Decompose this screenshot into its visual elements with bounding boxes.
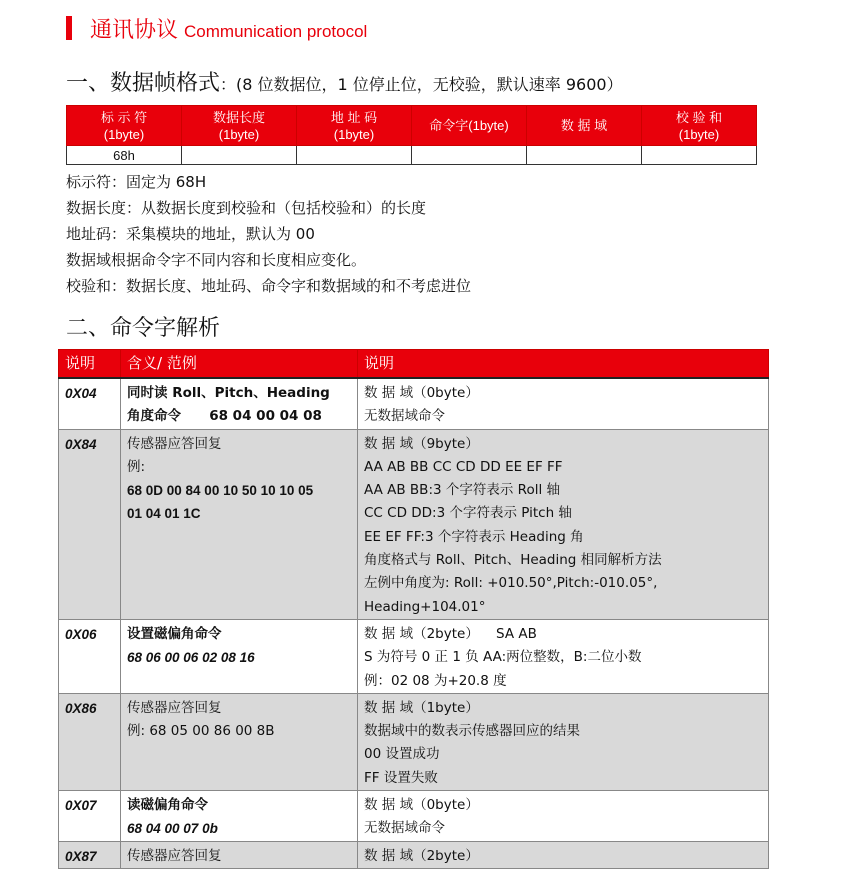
command-row-0x07 — [59, 791, 769, 842]
frame-value-cell: 68h — [67, 146, 182, 165]
command-meaning: 设置磁偏角命令 68 06 00 06 02 08 16 — [121, 619, 358, 693]
note-line: 地址码：采集模块的地址，默认为 00 — [66, 225, 315, 243]
command-code: 0X86 — [59, 693, 121, 790]
frame-value-cell — [642, 146, 757, 165]
command-code: 0X04 — [59, 378, 121, 429]
command-desc: 数 据 域（0byte） 无数据域命令 — [358, 378, 769, 429]
command-table-header — [59, 350, 769, 379]
title-en: Communication protocol — [184, 22, 368, 41]
command-meaning: 传感器应答回复 例: 68 05 00 86 00 8B — [121, 693, 358, 790]
command-row-0x84 — [59, 429, 769, 619]
command-meaning: 传感器应答回复 — [121, 841, 358, 868]
note-line: 数据长度：从数据长度到校验和（包括校验和）的长度 — [66, 199, 427, 217]
section1-heading-note: ：(8 位数据位，1 位停止位，无校验，默认速率 9600） — [220, 75, 623, 94]
command-desc: 数 据 域（1byte） 数据域中的数表示传感器回应的结果 00 设置成功 FF 设置失败 — [358, 693, 769, 790]
title-accent-bar — [66, 16, 72, 40]
frame-value-cell — [412, 146, 527, 165]
col-header: 含义/ 范例 — [121, 350, 358, 379]
command-meaning: 传感器应答回复 例: 68 0D 00 84 00 10 50 10 10 05 01 04 01 1C — [121, 429, 358, 619]
command-desc: 数 据 域（0byte） 无数据域命令 — [358, 791, 769, 842]
frame-value-cell — [527, 146, 642, 165]
frame-header-cell: 地 址 码 (1byte) — [297, 106, 412, 146]
command-meaning: 同时读 Roll、Pitch、Heading 角度命令 68 04 00 04 08 — [121, 378, 358, 429]
frame-value-cell — [182, 146, 297, 165]
section1-heading — [66, 66, 623, 97]
command-row-0x06 — [59, 619, 769, 693]
note-line: 标示符：固定为 68H — [66, 173, 207, 191]
frame-header-cell: 校 验 和 (1byte) — [642, 106, 757, 146]
frame-header-cell: 命令字(1byte) — [412, 106, 527, 146]
command-desc: 数 据 域（2byte） SA AB S 为符号 0 正 1 负 AA:两位整数，B:二位小数 例：02 08 为+20.8 度 — [358, 619, 769, 693]
frame-header-cell: 数据长度 (1byte) — [182, 106, 297, 146]
frame-format-value-row — [67, 146, 757, 165]
command-code: 0X06 — [59, 619, 121, 693]
command-desc: 数 据 域（9byte） AA AB BB CC CD DD EE EF FF AA AB BB:3 个字符表示 Roll 轴 CC CD DD:3 个字符表示 Pitch 轴 EE EF FF:3 个字符表示 Heading 角 角度格式与 Roll、Pitch、Heading 相同解析方法 左例中角度为: Roll: +010.50°,Pitch:-010.05°, Heading+104.01° — [358, 429, 769, 619]
col-header: 说明 — [59, 350, 121, 379]
note-line: 数据域根据命令字不同内容和长度相应变化。 — [66, 251, 367, 269]
note-line: 校验和：数据长度、地址码、命令字和数据域的和不考虑进位 — [66, 277, 472, 295]
title-cn: 通讯协议 — [90, 18, 179, 43]
command-meaning: 读磁偏角命令 68 04 00 07 0b — [121, 791, 358, 842]
command-row-0x04 — [59, 378, 769, 429]
command-table — [58, 349, 769, 869]
col-header: 说明 — [358, 350, 769, 379]
frame-format-header-row — [67, 106, 757, 146]
section2-heading: 二、命令字解析 — [66, 316, 221, 341]
command-code: 0X84 — [59, 429, 121, 619]
command-code: 0X87 — [59, 841, 121, 868]
frame-header-cell: 标 示 符 (1byte) — [67, 106, 182, 146]
section1-heading-text: 一、数据帧格式 — [66, 71, 221, 96]
frame-notes — [66, 169, 471, 299]
frame-value-cell — [297, 146, 412, 165]
page-title — [90, 13, 367, 44]
command-desc: 数 据 域（2byte） — [358, 841, 769, 868]
command-code: 0X07 — [59, 791, 121, 842]
frame-header-cell: 数 据 域 — [527, 106, 642, 146]
command-row-0x87 — [59, 841, 769, 868]
command-row-0x86 — [59, 693, 769, 790]
frame-format-table — [66, 105, 757, 165]
